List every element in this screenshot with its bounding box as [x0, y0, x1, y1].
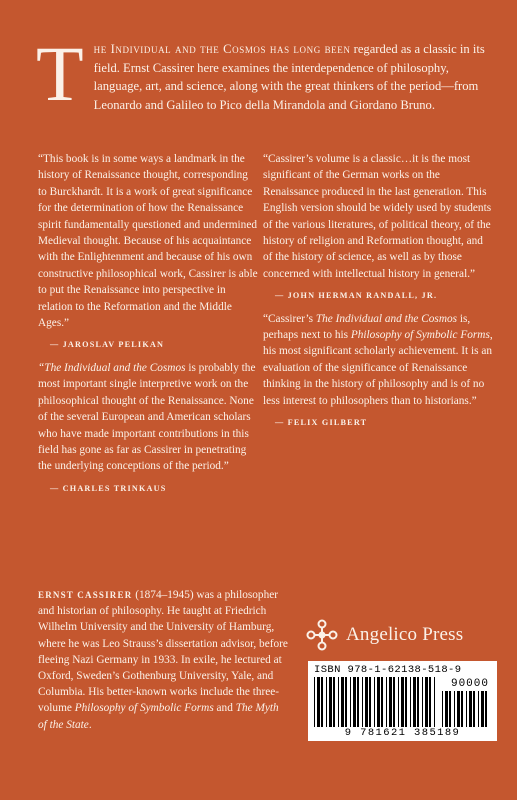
- drop-cap: T: [36, 30, 84, 117]
- barcode-bar: [317, 677, 320, 727]
- quote-gilbert-title: The Individual and the Cosmos: [315, 312, 458, 325]
- quote-pelikan: “This book is in some ways a landmark in the history of Renaissance thought, corresponding to Burckhardt. It is a work of great significance for the determination of how the Renaissance spirit fundamentally questioned and undermined Medieval thought. Because of his acquaintance with the Enlightenment and because of his own constructive philosophical work, Cassirer is able to put the Renaissance into perspective in relation to the Reformation and the Middle Ages.”: [38, 153, 258, 330]
- price-code: 90000: [450, 678, 489, 690]
- attribution-pelikan: — JAROSLAV PELIKAN: [50, 340, 165, 350]
- barcode-bar: [473, 691, 475, 727]
- ean-digits: 9 781621 385189: [344, 727, 461, 739]
- barcode-bar: [321, 677, 323, 727]
- intro-lead-caps: he Individual and the Cosmos has long been: [93, 42, 351, 56]
- barcode-bar: [442, 691, 443, 727]
- bio-text-1: (1874–1945) was a philosopher and historian of philosophy. He taught at Friedrich Wilhelm University and the University of Hamburg, where he was Leo Strauss’s dissertation advisor, before fleeing Nazi Germany in 1933. In exile, he lectured at Oxford, Sweden’s Gothenburg University, Yale, and Columbia. His better-known works include the three-volume: [38, 589, 288, 715]
- bio-italic-1: Philosophy of Symbolic Forms: [74, 702, 214, 715]
- bio-italic-2: The Myth of the State: [38, 702, 279, 731]
- isbn-label: ISBN 978-1-62138-518-9: [314, 664, 462, 676]
- intro-rest: regarded as a classic in its field. Ernst Cassirer here examines the interdependence of philosophy, language, art, and science, along with the great thinkers of the period—from Leonardo and Galileo to Pico della Mirandola and Giordano Bruno.: [93, 42, 485, 112]
- author-name: ERNST CASSIRER: [38, 590, 133, 600]
- addon-bars: [442, 691, 490, 727]
- barcode-bar: [478, 691, 479, 727]
- barcode-bar: [405, 677, 407, 727]
- barcode-bar: [329, 677, 332, 727]
- barcode-bar: [417, 677, 419, 727]
- barcode-bar: [457, 691, 460, 727]
- intro-paragraph: [36, 30, 488, 117]
- barcode-bar: [429, 677, 431, 727]
- barcode-bar: [445, 691, 448, 727]
- barcode-bar: [326, 677, 327, 727]
- barcode-bar: [365, 677, 368, 727]
- barcode-bar: [314, 677, 315, 727]
- barcode-bar: [341, 677, 344, 727]
- barcode-bar: [377, 677, 380, 727]
- barcode-bar: [338, 677, 339, 727]
- quotes-left-column: [38, 151, 259, 503]
- quotes-right-column: [263, 151, 493, 438]
- quote-trinkaus: [38, 360, 259, 475]
- quote-gilbert-text: , his most significant scholarly achievement. It is an evaluation of the significance of Renaissance thinking in the history of philosophy and is of no less interest to philosophers than to historians.”: [263, 329, 493, 407]
- attribution-trinkaus: — CHARLES TRINKAUS: [50, 483, 167, 493]
- barcode-bar: [374, 677, 375, 727]
- attribution-randall: — JOHN HERMAN RANDALL, JR.: [275, 291, 438, 301]
- barcode-bar: [413, 677, 416, 727]
- quote-trinkaus-text: is probably the most important single interpretive work on the philosophical thought of the Renaissance. None of the several European and American scholars who have made important contributions in this field has gone as far as Cassirer in penetrating the underlying conceptions of the period.”: [38, 361, 256, 473]
- barcode-bar: [410, 677, 411, 727]
- barcode-bar: [345, 677, 347, 727]
- bio-text-2: and: [213, 702, 236, 715]
- barcode-bar: [425, 677, 428, 727]
- barcode-bar: [333, 677, 335, 727]
- isbn-barcode: [308, 661, 497, 741]
- bio-text-3: .: [88, 718, 92, 731]
- barcode-bar: [485, 691, 487, 727]
- publisher-logo: [305, 618, 495, 652]
- fleur-cross-icon: [305, 618, 339, 652]
- barcode-bar: [466, 691, 467, 727]
- quote-trinkaus-title: “The Individual and the Cosmos: [38, 361, 186, 374]
- barcode-bar: [481, 691, 484, 727]
- barcode-bar: [389, 677, 392, 727]
- barcode-bar: [393, 677, 395, 727]
- barcode-bar: [449, 691, 451, 727]
- quote-gilbert-pre: “Cassirer’s: [263, 312, 316, 325]
- author-bio: [38, 587, 288, 733]
- publisher-name: Angelico Press: [346, 624, 464, 645]
- attribution-gilbert: — FELIX GILBERT: [275, 418, 368, 428]
- barcode-bar: [369, 677, 371, 727]
- barcode-bar: [357, 677, 359, 727]
- barcode-bar: [461, 691, 463, 727]
- quote-gilbert-title-2: Philosophy of Symbolic Forms: [350, 329, 490, 342]
- barcode-bar: [386, 677, 387, 727]
- barcode-bar: [350, 677, 351, 727]
- barcode-bar: [469, 691, 472, 727]
- barcode-bar: [381, 677, 383, 727]
- barcode-bar: [422, 677, 423, 727]
- barcode-bar: [353, 677, 356, 727]
- barcode-bar: [398, 677, 399, 727]
- barcode-bar: [434, 677, 435, 727]
- quote-gilbert: [263, 311, 493, 409]
- barcode-bar: [362, 677, 363, 727]
- barcode-bar: [401, 677, 404, 727]
- barcode-bar: [454, 691, 455, 727]
- quote-gilbert-mid: is, perhaps next to his: [263, 312, 471, 342]
- quote-randall: “Cassirer’s volume is a classic…it is the most significant of the German works on the Renaissance produced in the last generation. This English version should be widely used by students of the various literatures, of political theory, of the history of religion and Reformation thought, and of the history of science, as well as by those concerned with intellectual history in general.”: [263, 153, 492, 280]
- ean-bars: [314, 677, 438, 727]
